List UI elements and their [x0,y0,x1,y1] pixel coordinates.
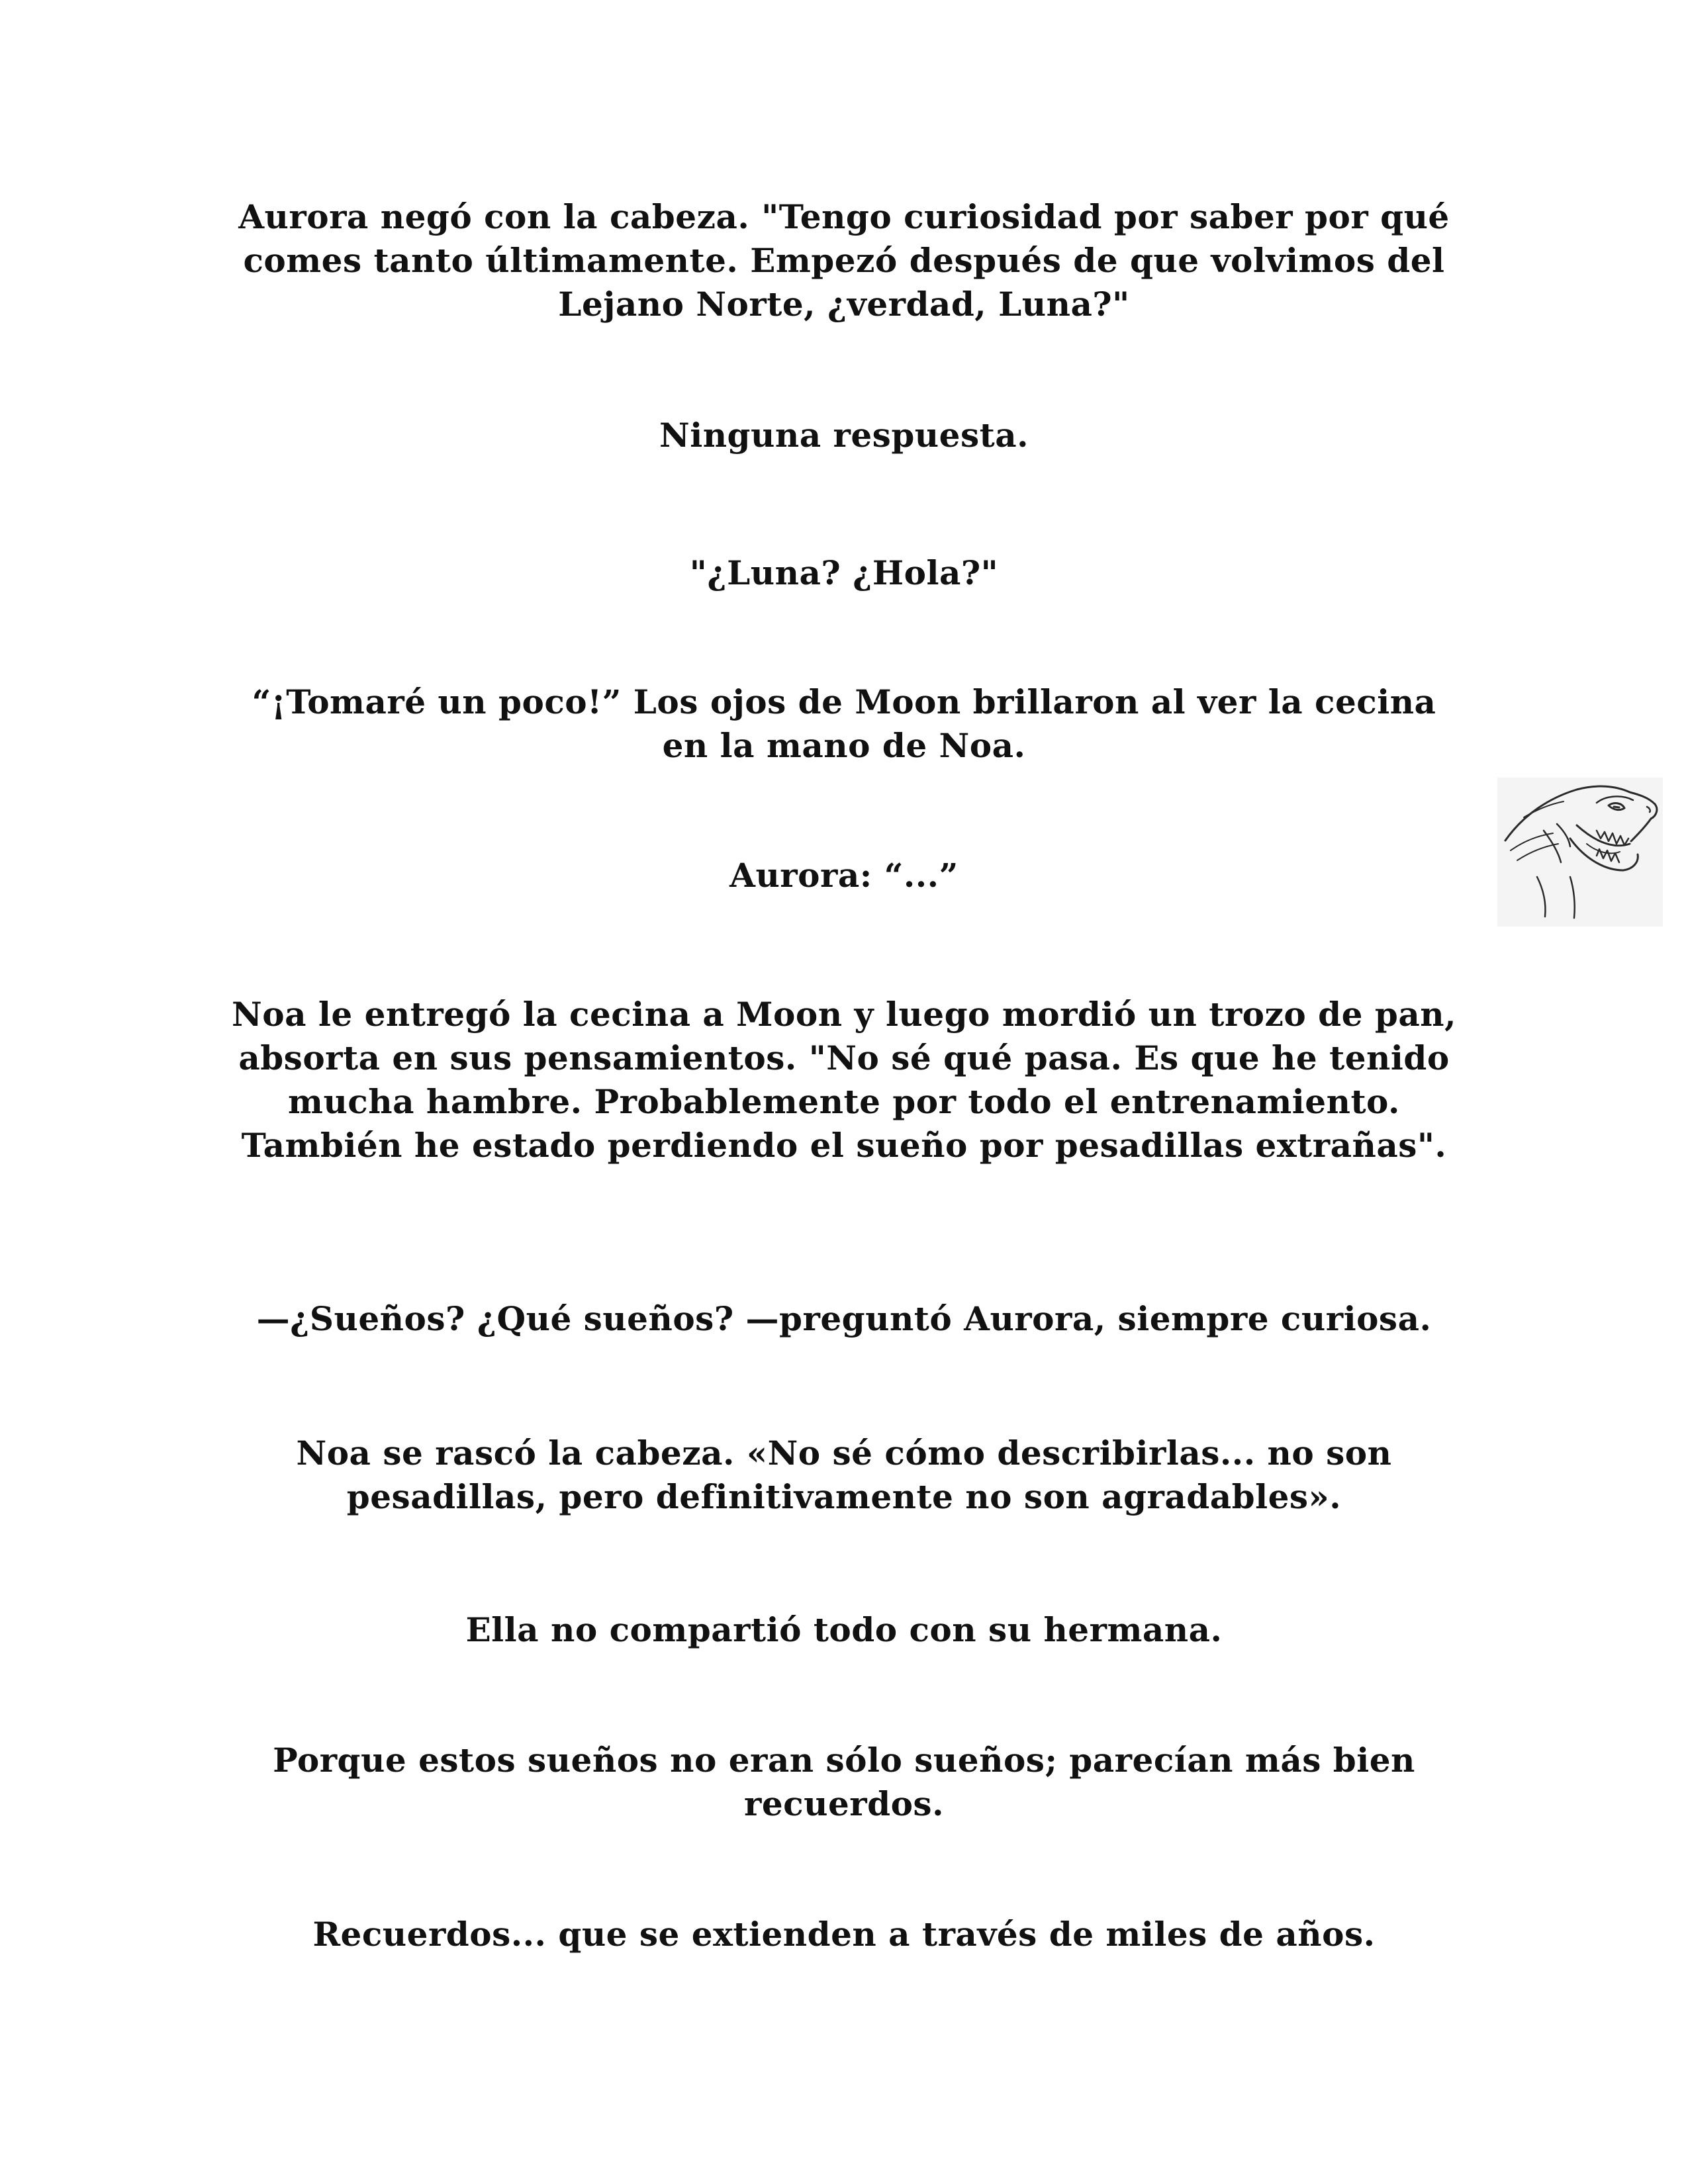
paragraph-4: “¡Tomaré un poco!” Los ojos de Moon brillaron al ver la cecina en la mano de Noa. [252,682,1436,765]
paragraph-5: Aurora: “...” [729,856,959,895]
paragraph-6: Noa le entregó la cecina a Moon y luego mordió un trozo de pan, absorta en sus pensamientos. "No sé qué pasa. Es que he tenido mucha hambre. Probablemente por todo el entrenamiento. También he estado perdiendo el sueño por pesadillas extrañas". [232,995,1456,1165]
paragraph-1: Aurora negó con la cabeza. "Tengo curiosidad por saber por qué comes tanto últimamente. Empezó después de que volvimos del Lejano Norte, ¿verdad, Luna?" [238,197,1450,324]
paragraph-10: Porque estos sueños no eran sólo sueños; parecían más bien recuerdos. [273,1741,1415,1823]
paragraph-2: Ninguna respuesta. [659,416,1029,455]
paragraph-3: "¿Luna? ¿Hola?" [689,553,999,592]
paragraph-11: Recuerdos... que se extienden a través de miles de años. [312,1915,1376,1954]
dinosaur-head-sketch-icon [1497,778,1663,927]
paragraph-9: Ella no compartió todo con su hermana. [465,1610,1223,1649]
paragraph-7: —¿Sueños? ¿Qué sueños? —preguntó Aurora, siempre curiosa. [256,1299,1432,1338]
paragraph-8: Noa se rascó la cabeza. «No sé cómo describirlas... no son pesadillas, pero definitivamente no son agradables». [296,1433,1392,1516]
